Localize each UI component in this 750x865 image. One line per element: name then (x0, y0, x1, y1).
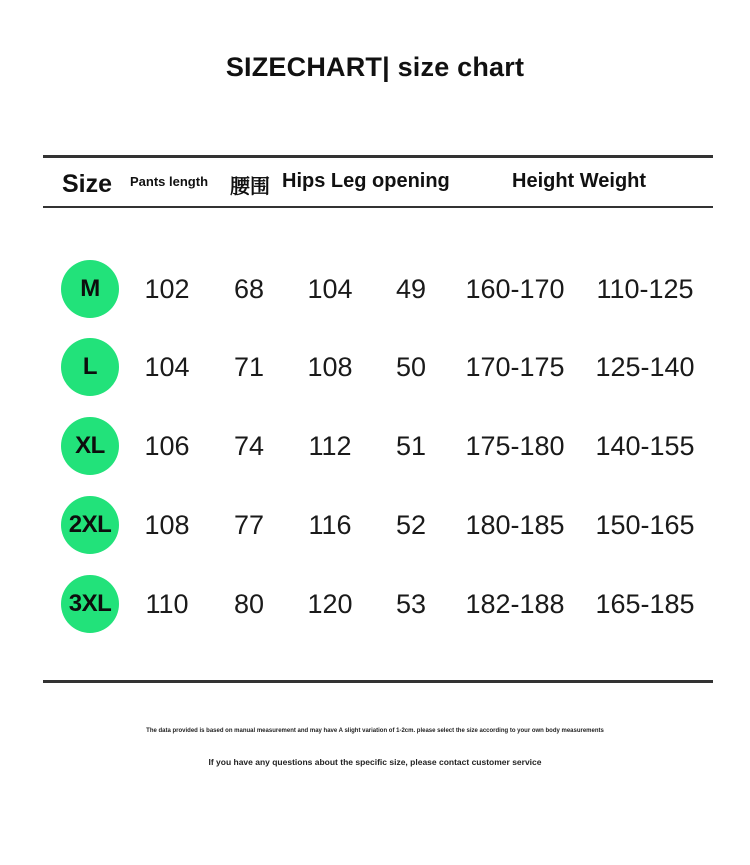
leg-opening-cell: 49 (395, 274, 427, 304)
weight-cell: 125-140 (595, 352, 695, 382)
pants-length-cell: 106 (144, 431, 190, 461)
table-row (0, 575, 750, 633)
size-badge: L (61, 338, 119, 396)
leg-opening-cell: 51 (395, 431, 427, 461)
leg-opening-cell: 52 (395, 510, 427, 540)
table-row (0, 417, 750, 475)
measurement-disclaimer: The data provided is based on manual measurement and may have A slight variation of 1-2cm. please select the size according to your own body measurements (146, 728, 604, 734)
height-cell: 180-185 (465, 510, 565, 540)
pants-length-cell: 108 (144, 510, 190, 540)
height-cell: 175-180 (465, 431, 565, 461)
height-cell: 182-188 (465, 589, 565, 619)
leg-opening-cell: 50 (395, 352, 427, 382)
table-row (0, 496, 750, 554)
size-badge: XL (61, 417, 119, 475)
table-top-rule (43, 155, 713, 158)
weight-cell: 150-165 (595, 510, 695, 540)
waist-cell: 68 (233, 274, 265, 304)
hips-cell: 104 (307, 274, 353, 304)
pants-length-cell: 104 (144, 352, 190, 382)
waist-cell: 71 (233, 352, 265, 382)
size-badge: 3XL (61, 575, 119, 633)
hips-cell: 116 (308, 510, 352, 540)
weight-cell: 140-155 (595, 431, 695, 461)
weight-cell: 110-125 (596, 274, 694, 304)
hips-cell: 112 (308, 431, 352, 461)
waist-cell: 74 (233, 431, 265, 461)
hips-cell: 108 (307, 352, 353, 382)
height-cell: 160-170 (465, 274, 565, 304)
page-title: SIZECHART| size chart (225, 52, 525, 82)
leg-opening-cell: 53 (395, 589, 427, 619)
size-badge: M (61, 260, 119, 318)
weight-cell: 165-185 (595, 589, 695, 619)
size-badge: 2XL (61, 496, 119, 554)
waist-cell: 80 (233, 589, 265, 619)
header-height-weight: Height Weight (512, 170, 647, 192)
header-size: Size (62, 170, 113, 198)
pants-length-cell: 102 (144, 274, 190, 304)
pants-length-cell: 110 (145, 589, 189, 619)
table-bottom-rule (43, 680, 713, 683)
contact-note: If you have any questions about the specific size, please contact customer service (208, 757, 542, 767)
height-cell: 170-175 (465, 352, 565, 382)
header-pants-length: Pants length (130, 174, 209, 189)
header-hips-leg-opening: Hips Leg opening (282, 170, 450, 192)
header-waist: 腰围 (230, 174, 270, 198)
table-row (0, 260, 750, 318)
hips-cell: 120 (307, 589, 353, 619)
waist-cell: 77 (233, 510, 265, 540)
table-header-rule (43, 206, 713, 208)
table-row (0, 338, 750, 396)
